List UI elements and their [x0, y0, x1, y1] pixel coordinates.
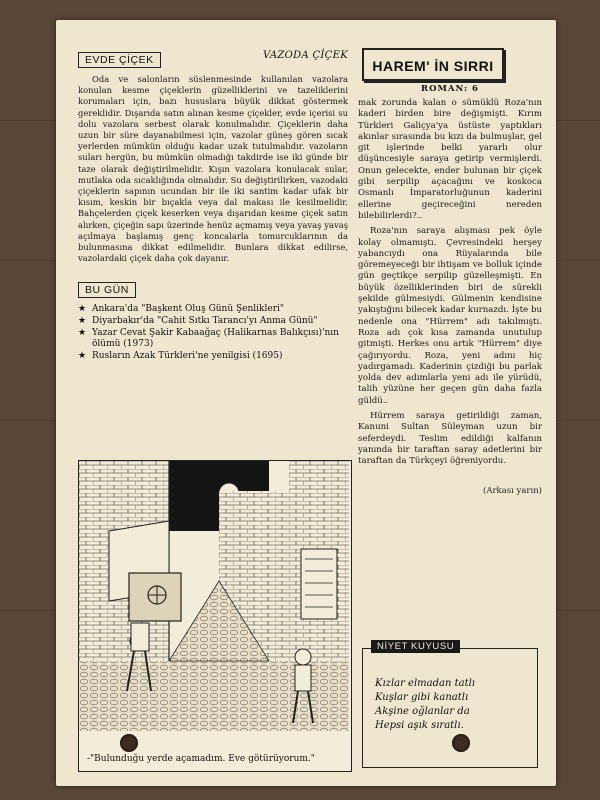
story-paragraph: mak zorunda kalan o sümüklü Roza'nın kaderi birden bire değişmişti. Kırım Türkleri Galiçya'ya üstüste yaptıkları akınlar sırasında bu kızı da bulmuşlar, gel git işlerinde belki yararlı olur düşüncesiyle saraya getirip vermişlerdi. Onun gelecekte, ender bulunan bir çiçek gibi serpilip açacağını ve koskoca Osmanlı İmparatorluğunun kaderini ellerine geçireceğini nereden bilebilirlerdi?..: [358, 98, 542, 221]
binder-hole: [452, 734, 470, 752]
poem-line: Akşine oğlanlar da: [375, 706, 470, 717]
calendar-page: [56, 20, 556, 786]
bugun-section: [78, 278, 348, 362]
niyet-kuyusu-box: [362, 641, 538, 768]
niyet-kuyusu-label: NİYET KUYUSU: [371, 640, 460, 653]
cartoon-caption: -"Bulunduğu yerde açamadım. Eve götürüyorum.": [87, 754, 315, 764]
poem-line: Hepsi aşık sıratlı.: [375, 720, 464, 731]
left-column: [78, 48, 348, 363]
story-paragraph: Hürrem saraya getirildiği zaman, Kanuni Sultan Süleyman uzun bir seferdeydi. Teslim edildiği kalfanın yanında bir taraftan saray adetlerini bir taraftan da Türkçeyi öğreniyordu.: [358, 411, 542, 467]
story-paragraph: Roza'nın saraya alışması pek öyle kolay olmamıştı. Çevresindeki herşey yabancıydı ona Rüyalarında bile göremeyeceği bir ihtişam ve bolluk içinde gün geçtikçe serpilip güzelleşmişti. En büyük özelliklerinden biri de sürekli şekilde gülmesiydi. Gülmenin kendisine yakıştığını bilecek kadar kurnazdı. İşte bu nedenle ona "Hürrem" adı takılmıştı. Roza adı çok kısa zamanda unutulup gitmişti. Herkes onu artık "Hürrem" diye çağırıyordu. Roza, yeni adını hiç yadırgamadı. Kaderinin çizdiği bu parlak yolda dev adımlarla yeni adı ile yürüdü, talih yüzüne her geçen gün daha fazla güldü..: [358, 226, 542, 406]
list-item: ★ Diyarbakır'da "Cahit Sıtkı Tarancı'yı Anma Günü": [78, 316, 318, 327]
star-icon: ★: [78, 351, 87, 362]
bugun-events: [78, 304, 348, 362]
star-icon: ★: [78, 328, 87, 339]
harem-title: HAREM' İN SIRRI: [372, 58, 494, 74]
continued-note: (Arkası yarın): [483, 485, 542, 496]
poem-line: Kızlar elmadan tatlı: [375, 678, 475, 689]
cartoon-panel: [78, 460, 352, 772]
list-item: ★ Rusların Azak Türkleri'ne yenilgisi (1695): [78, 351, 283, 362]
vazoda-cicek-title: VAZODA ÇİÇEK: [263, 50, 348, 61]
evde-header: [78, 48, 348, 68]
harem-story: [358, 98, 542, 468]
bugun-tag: BU GÜN: [78, 282, 136, 298]
harem-title-box: [362, 48, 504, 81]
star-icon: ★: [78, 304, 87, 315]
evde-cicek-tag: EVDE ÇİÇEK: [78, 52, 161, 68]
cartoon-illustration: [79, 461, 349, 731]
roman-number: ROMAN: 6: [421, 84, 479, 94]
right-column: [358, 48, 542, 496]
evde-cicek-text: Oda ve salonların süslenmesinde kullanılan vazolara konulan kesme çiçeklerin güzelliklerini ve tazeliklerini korumaları için, bazı hususlara büyük dikkat göstermek gereklidir. Dışarıda satın alınan kesme çiçekler, evde içerisi su dolu vazolara serbest olarak konulmalıdır. Çiçeklerin daha uzun bir süre dayanabilmesi için, vazolar güneş gören sıcak yerlerden mümkün olduğu kadar uzak tutulmalıdır. vazoların suları hergün, bu mümkün olmadığı takdirde ise iki günde bir taze olarak değiştirilmelidir. Kışın vazolara konulacak sular, mutlaka oda sıcaklığında olmalıdır. Su değiştirilirken, vazodaki çiçeklerin sapının ucundan bir ile iki santim kadar ufak bir kısım, keskin bir bıçakla veya dal makası ile kesilmelidir. Bahçelerden çiçek keserken veya dışarıdan kesme çiçek satın alırken, çiçeğin sapı üzerinde henüz açmamış veya yavaş yavaş açılmaya başlamış genç koncalarla tomurcuklarının da bulunmasına dikkat edilmelidir. Bunlara dikkat edilirse, vazolardaki çiçek daha çok dayanır.: [78, 74, 348, 264]
list-item: ★ Yazar Cevat Şakir Kabaağaç (Halikarnas Balıkçısı)'nın ölümü (1973): [78, 328, 339, 350]
niyet-poem: [375, 677, 475, 733]
star-icon: ★: [78, 316, 87, 327]
poem-line: Kuşlar gibi kanatlı: [375, 692, 469, 703]
list-item: ★ Ankara'da "Başkent Oluş Günü Şenlikleri": [78, 304, 285, 315]
binder-hole: [120, 734, 138, 752]
